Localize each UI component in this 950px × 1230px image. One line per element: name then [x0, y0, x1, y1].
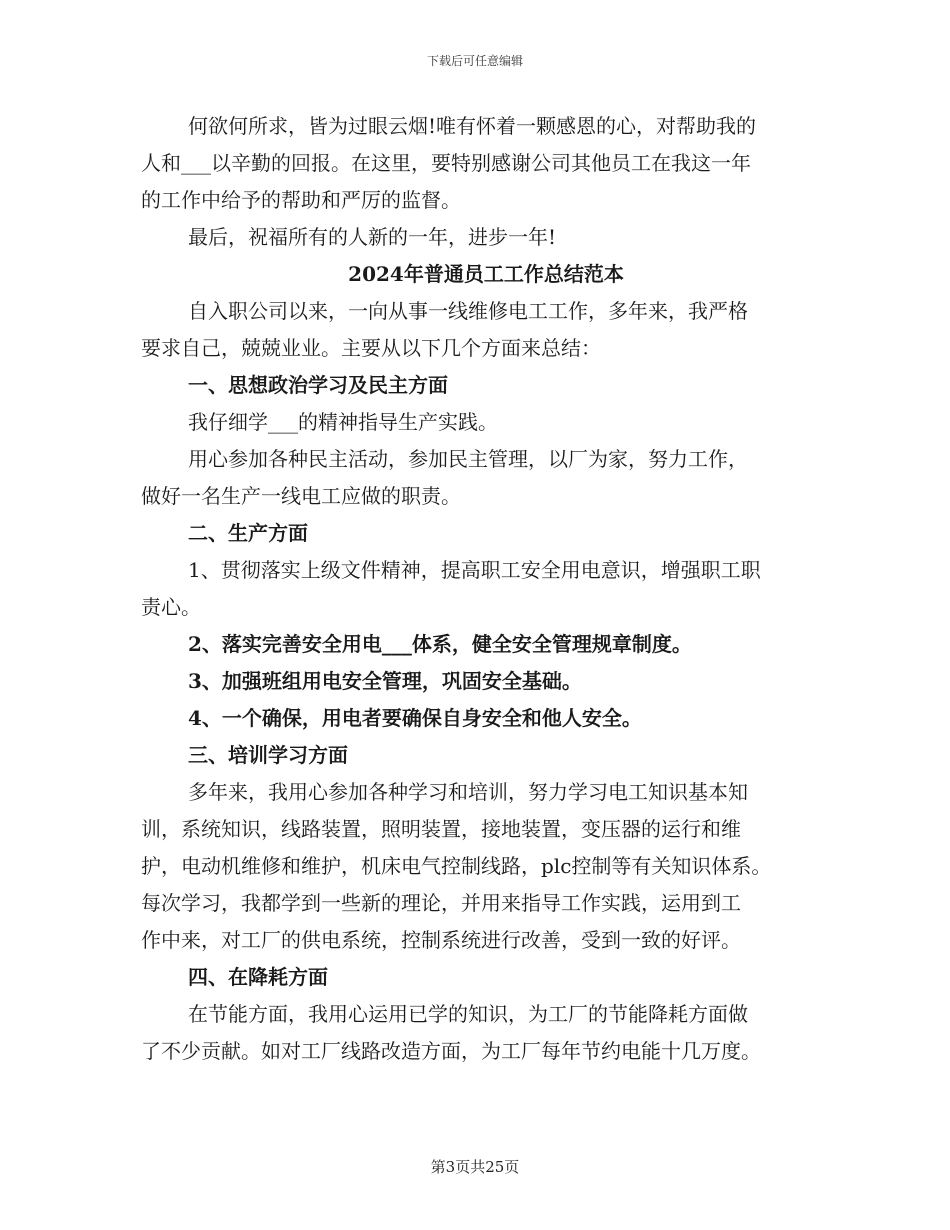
- paragraph-line: 做好一名生产一线电工应做的职责。: [141, 484, 461, 508]
- page-footer: 第3页共25页: [430, 1158, 520, 1176]
- section-heading: 二、生产方面: [188, 521, 308, 545]
- paragraph-line: 作中来，对工厂的供电系统，控制系统进行改善，受到一致的好评。: [141, 928, 741, 952]
- paragraph-line: 责心。: [141, 595, 201, 619]
- section-heading: 四、在降耗方面: [188, 965, 328, 989]
- paragraph-line: 人和___以辛勤的回报。在这里，要特别感谢公司其他员工在我这一年: [141, 151, 751, 175]
- paragraph-line: 自入职公司以来，一向从事一线维修电工工作，多年来，我严格: [188, 299, 748, 323]
- paragraph-line: 在节能方面，我用心运用已学的知识，为工厂的节能降耗方面做: [188, 1002, 748, 1026]
- paragraph-line: 了不少贡献。如对工厂线路改造方面，为工厂每年节约电能十几万度。: [141, 1039, 761, 1063]
- document-title: 2024年普通员工工作总结范本: [348, 262, 624, 286]
- paragraph-line: 最后，祝福所有的人新的一年，进步一年!: [188, 225, 557, 249]
- list-item: 4、一个确保，用电者要确保自身安全和他人安全。: [188, 706, 642, 730]
- paragraph-line: 护，电动机维修和维护，机床电气控制线路，plc控制等有关知识体系。: [141, 854, 772, 878]
- section-heading: 三、培训学习方面: [188, 743, 348, 767]
- list-item: 2、落实完善安全用电___体系，健全安全管理规章制度。: [188, 632, 692, 656]
- paragraph-line: 用心参加各种民主活动，参加民主管理，以厂为家，努力工作，: [188, 447, 748, 471]
- paragraph-line: 1、贯彻落实上级文件精神，提高职工安全用电意识，增强职工职: [188, 558, 761, 582]
- paragraph-line: 每次学习，我都学到一些新的理论，并用来指导工作实践，运用到工: [141, 891, 741, 915]
- paragraph-line: 何欲何所求，皆为过眼云烟!唯有怀着一颗感恩的心，对帮助我的: [188, 114, 757, 138]
- page-header: 下载后可任意编辑: [426, 54, 523, 68]
- list-item: 3、加强班组用电安全管理，巩固安全基础。: [188, 669, 582, 693]
- section-heading: 一、思想政治学习及民主方面: [188, 373, 448, 397]
- paragraph-line: 的工作中给予的帮助和严厉的监督。: [141, 188, 461, 212]
- document-body: [141, 108, 831, 1070]
- paragraph-line: 我仔细学___的精神指导生产实践。: [188, 410, 498, 434]
- paragraph-line: 要求自己，兢兢业业。主要从以下几个方面来总结：: [141, 336, 601, 360]
- paragraph-line: 训，系统知识，线路装置，照明装置，接地装置，变压器的运行和维: [141, 817, 741, 841]
- paragraph-line: 多年来，我用心参加各种学习和培训，努力学习电工知识基本知: [188, 780, 748, 804]
